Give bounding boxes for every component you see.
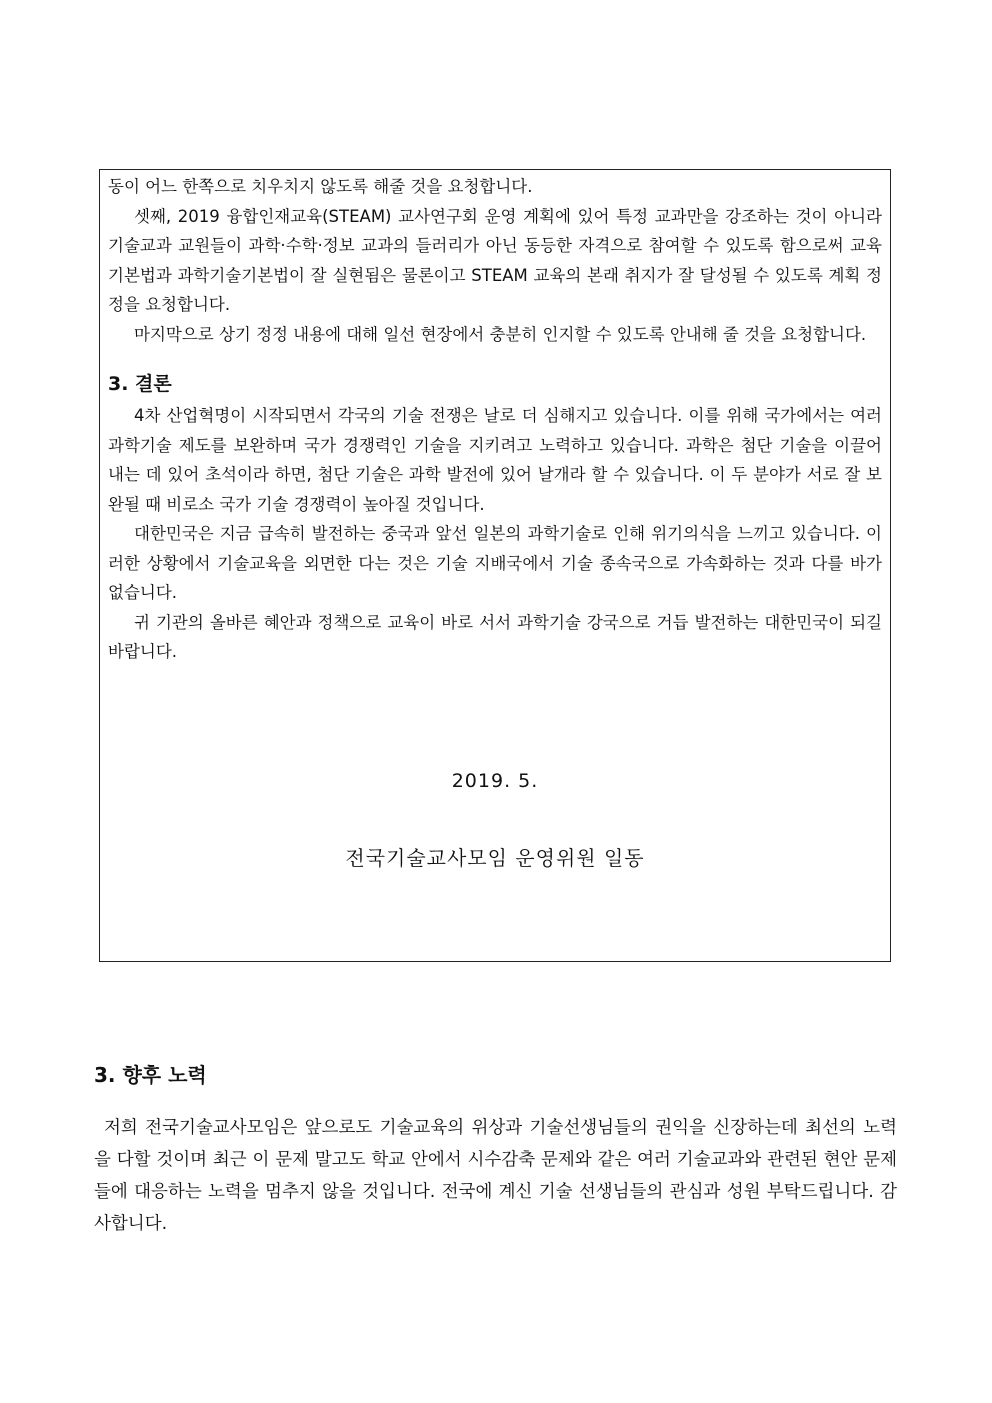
conclusion-paragraph-1: 4차 산업혁명이 시작되면서 각국의 기술 전쟁은 날로 더 심해지고 있습니다. 이를 위해 국가에서는 여러 과학기술 제도를 보완하며 국가 경쟁력인 기술을 지키려고 노력하고 있습니다. 과학은 첨단 기술을 이끌어 내는 데 있어 초석이라 하면, 첨단 기술은 과학 발전에 있어 날개라 할 수 있습니다. 이 두 분야가 서로 잘 보완될 때 비로소 국가 기술 경쟁력이 높아질 것입니다. — [108, 406, 882, 514]
letter-box — [99, 169, 891, 962]
letter-signer: 전국기술교사모임 운영위원 일동 — [345, 846, 645, 870]
letter-body — [108, 172, 882, 667]
conclusion-heading: 3. 결론 — [108, 373, 172, 395]
conclusion-paragraph-2: 대한민국은 지금 급속히 발전하는 중국과 앞선 일본의 과학기술로 인해 위기의식을 느끼고 있습니다. 이러한 상황에서 기술교육을 외면한 다는 것은 기술 지배국에서 기술 종속국으로 가속화하는 것과 다를 바가 없습니다. — [108, 524, 882, 602]
future-heading: 3. 향후 노력 — [94, 1063, 207, 1087]
future-body: 저희 전국기술교사모임은 앞으로도 기술교육의 위상과 기술선생님들의 권익을 신장하는데 최선의 노력을 다할 것이며 최근 이 문제 말고도 학교 안에서 시수감축 문제와 같은 여러 기술교과와 관련된 현안 문제들에 대응하는 노력을 멈추지 않을 것입니다. 전국에 계신 기술 선생님들의 관심과 성원 부탁드립니다. 감사합니다. — [94, 1118, 897, 1234]
paragraph-third-request: 셋째, 2019 융합인재교육(STEAM) 교사연구회 운영 계획에 있어 특정 교과만을 강조하는 것이 아니라 기술교과 교원들이 과학·수학·정보 교과의 들러리가 아닌 동등한 자격으로 참여할 수 있도록 함으로써 교육기본법과 과학기술기본법이 잘 실현됨은 물론이고 STEAM 교육의 본래 취지가 잘 달성될 수 있도록 계획 정정을 요청합니다. — [108, 206, 882, 314]
future-section — [94, 1058, 897, 1240]
conclusion-paragraph-3: 귀 기관의 올바른 혜안과 정책으로 교육이 바로 서서 과학기술 강국으로 거듭 발전하는 대한민국이 되길 바랍니다. — [108, 612, 882, 661]
paragraph-final-request: 마지막으로 상기 정정 내용에 대해 일선 현장에서 충분히 인지할 수 있도록 안내해 줄 것을 요청합니다. — [134, 324, 867, 344]
paragraph-continued: 동이 어느 한쪽으로 치우치지 않도록 해줄 것을 요청합니다. — [108, 177, 533, 196]
letter-date: 2019. 5. — [451, 770, 539, 792]
